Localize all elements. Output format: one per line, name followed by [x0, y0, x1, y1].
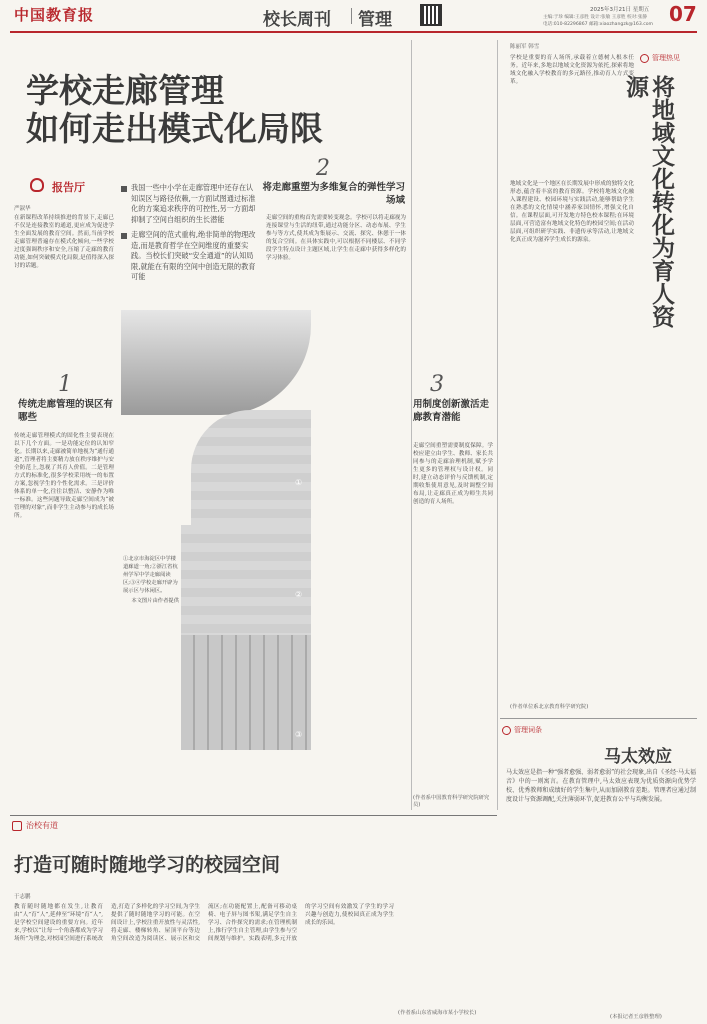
editor-line: 主编:于珍 编辑:王彦胜 设计:张敏 王彦胜 校对:张静	[543, 15, 647, 20]
byline: 严淑华	[14, 206, 31, 212]
zhiku-tag	[502, 724, 582, 738]
zhiku-headline: 马太效应	[604, 747, 672, 767]
section-2-text: 走廊空间的重构首先需要转变观念。学校可以将走廊视为连接课堂与生活的纽带,通过功能分区、动态布展、学生参与等方式,使其成为集展示、交流、探究、休憩于一体的复合空间。在具体实践中,可以根据不同楼层、不同学段学生特点设计主题区域,让学生在走廊中获得多样化的学习体验。	[266, 215, 406, 261]
column-divider	[411, 40, 412, 810]
right-tag-label: 管理热见	[652, 54, 680, 62]
section-2-text-cont	[316, 430, 406, 800]
right-headline: 将地域文化转化为育人资源	[622, 75, 674, 328]
photo-caption	[123, 555, 179, 605]
photo-label-2: ②	[295, 590, 303, 599]
masthead	[0, 0, 707, 30]
zhiku-tag-label: 管理词条	[514, 726, 542, 734]
qr-code-icon	[420, 4, 442, 26]
bullet-block	[121, 183, 257, 283]
right-intro-text: 学校是重要的育人场所,承载着立德树人根本任务。近年来,多地以地域文化资源为依托,探索将地域文化融入学校教育的多元路径,推动育人方式变革。	[510, 55, 634, 85]
report-tag	[30, 178, 120, 196]
bottom-tag	[12, 820, 102, 834]
newspaper-logo: 中国教育报	[14, 6, 95, 24]
section-3-title: 用制度创新激活走廊教育潜能	[413, 399, 490, 423]
corridor-photo-4	[181, 635, 311, 750]
corridor-photo-3	[181, 525, 311, 635]
author-note: (作者系中国教育科学研究院研究员)	[413, 795, 490, 808]
bottom-headline: 打造可随时随地学习的校园空间	[14, 854, 281, 876]
bottom-body-right	[398, 820, 494, 1005]
main-headline-line2: 如何走出模式化局限	[26, 109, 323, 148]
tag-circle-icon	[640, 54, 649, 63]
issue-date	[590, 5, 649, 13]
bullet-2	[121, 230, 257, 283]
bullet-1-text: 我国一些中小学在走廊管理中还存在认知误区与路径依赖,一方面试图通过标准化的方案追求秩序的可控性,另一方面却抑制了空间自组织的生长潜能	[131, 183, 256, 224]
section-divider	[351, 8, 352, 24]
book-icon	[502, 726, 511, 735]
bottom-body-text: 教育随时随地都在发生,让教育由“人”育“人”,延伸至“环境”育“人”,是学校空间建设的重要方向。近年来,学校以“让每一个角落都成为学习场所”为理念,对校园空间进行系统改造,打造了多样化的学习空间,为学生提供了随时随地学习的可能。在空间设计上,学校注重开放性与灵活性,将走廊、楼梯转角、屋顶平台等边角空间改造为阅读区、展示区和交流区;在功能配置上,配备可移动桌椅、电子屏与图书架,满足学生自主学习、合作探究的需求;在管理机制上,推行学生自主管理,由学生参与空间规划与维护。实践表明,多元开放的学习空间有效激发了学生的学习兴趣与创造力,使校园真正成为学生成长的乐园。	[14, 904, 394, 942]
caption-text: ①北京市海淀区中学楼道廊道一角;②浙江省杭州学军中学走廊阅读区;③④学校走廊开辟为展示区与休闲区。	[123, 556, 178, 594]
main-headline	[26, 72, 406, 148]
section-1-title: 传统走廊管理的误区有哪些	[18, 399, 114, 423]
section-2-title: 将走廊重塑为多维复合的弹性学习场域	[262, 182, 405, 206]
zhiku-body-text: 马太效应是指一种“强者愈强、弱者愈弱”的社会现象,出自《圣经·马太福音》中的一则寓言。在教育管理中,马太效应表现为优质资源向优势学校、优秀教师和成绩好的学生集中,从而加剧教育差距。管理者应通过制度设计与资源调配,关注薄弱环节,促进教育公平与均衡发展。	[506, 769, 696, 803]
zhiku-credit: (本报记者王彦胜整理)	[610, 1014, 662, 1020]
school-icon	[12, 821, 22, 831]
zhiku-top-rule	[500, 718, 697, 719]
bottom-byline: 于志鹏	[14, 894, 31, 900]
section-subtitle: 管理	[358, 10, 392, 30]
bottom-section-rule	[10, 815, 497, 816]
weekday: 星期五	[632, 7, 650, 13]
section-1-number: 1	[58, 372, 72, 397]
photo-label-3: ③	[295, 730, 303, 739]
masthead-rule	[10, 31, 697, 33]
caption-credit: 本文图片由作者提供	[131, 598, 179, 604]
contact-line: 电话:010-82296867 邮箱:xiaozhangzk@163.com	[543, 22, 654, 27]
right-column-divider	[497, 40, 498, 810]
microphone-icon	[30, 178, 44, 192]
section-2-continued	[413, 42, 493, 342]
section-1-text: 传统走廊管理模式的固化性主要表现在以下几个方面。一是功能定位的认知窄化。长期以来,走廊被简单地视为“通行通道”,管理者将主要精力放在秩序维护与安全防范上,忽视了其育人价值。二是管理方式的标准化,很多学校采用统一的布置方案,忽视学生的个性化需求。三是评价体系的单一化,往往以整洁、安静作为唯一标准。这些问题导致走廊空间成为“被管理的对象”,而非学生主动参与的成长场所。	[14, 433, 114, 519]
right-footnote: (作者单位系北京教育科学研究院)	[510, 704, 589, 710]
bullet-2-text: 走廊空间的范式重构,绝非简单的物理改造,而是教育哲学在空间维度的重要实践。当校长们突破“安全通道”的认知局限,就能在有限的空间中创造无限的教育可能	[131, 230, 256, 281]
bullet-1	[121, 183, 257, 225]
section-3-number: 3	[430, 372, 444, 397]
section-title: 校长周刊	[263, 10, 331, 30]
right-author: 陈丽军 韩雪	[510, 44, 540, 50]
bullet-square-icon	[121, 233, 127, 239]
main-headline-line1: 学校走廊管理	[26, 71, 224, 110]
page-number: 07	[669, 2, 697, 26]
right-section-tag	[640, 52, 700, 66]
right-body-text: 地域文化是一个地区在长期发展中形成的独特文化形态,蕴含着丰富的教育资源。学校将地域文化融入课程建设、校园环境与实践活动,能够帮助学生在熟悉的文化情境中涵养家国情怀,增强文化自信。在课程层面,可开发地方特色校本课程;在环境层面,可营造富有地域文化特色的校园空间;在活动层面,可组织研学实践、非遗传承等活动,让地域文化真正成为滋养学生成长的源泉。	[510, 181, 634, 243]
bottom-author-note: (作者系山东省威海市某小学校长)	[398, 1010, 477, 1016]
intro-paragraph: 在新课程改革持续推进的背景下,走廊已不仅是连接教室的通道,更应成为促进学生全面发展的教育空间。然而,当前学校走廊管理普遍存在模式化倾向,一些学校过度强调秩序和安全,压缩了走廊的教育功能,如何突破模式化局限,是值得深入探讨的话题。	[14, 215, 114, 269]
genre-label: 报告厅	[52, 181, 85, 194]
date: 2025年3月21日	[590, 7, 631, 13]
section-3-text: 走廊空间重塑需要制度保障。学校应建立由学生、教师、家长共同参与的走廊治理机制,赋予学生更多的管理权与设计权。同时,建立动态评价与反馈机制,定期收集使用意见,及时调整空间布局,让走廊真正成为师生共同创造的育人场所。	[413, 443, 493, 505]
bullet-square-icon	[121, 186, 127, 192]
bottom-tag-label: 治校有道	[26, 821, 58, 830]
section-2-number: 2	[316, 156, 330, 181]
photo-label-1: ①	[295, 478, 303, 487]
